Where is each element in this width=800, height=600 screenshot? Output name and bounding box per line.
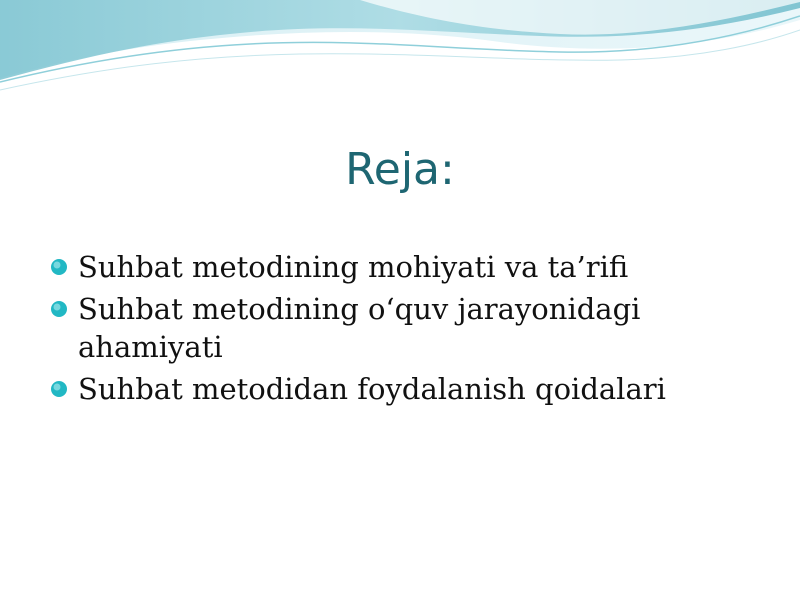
header-wave-decoration — [0, 0, 800, 110]
slide-title: Reja: — [345, 144, 455, 195]
bullet-text: Suhbat metodidan foydalanish qoidalari — [78, 372, 666, 406]
bullet-text: Suhbat metodining mohiyati va ta’rifi — [78, 250, 629, 284]
bullet-dot-icon — [50, 300, 68, 318]
bullet-item-2 — [50, 290, 750, 366]
bullet-text: Suhbat metodining o‘quv jarayonidagi ahamiyati — [78, 292, 641, 364]
bullet-list — [50, 248, 750, 412]
bullet-dot-icon — [50, 258, 68, 276]
bullet-dot-icon — [50, 380, 68, 398]
bullet-item-3 — [50, 370, 750, 408]
bullet-item-1 — [50, 248, 750, 286]
